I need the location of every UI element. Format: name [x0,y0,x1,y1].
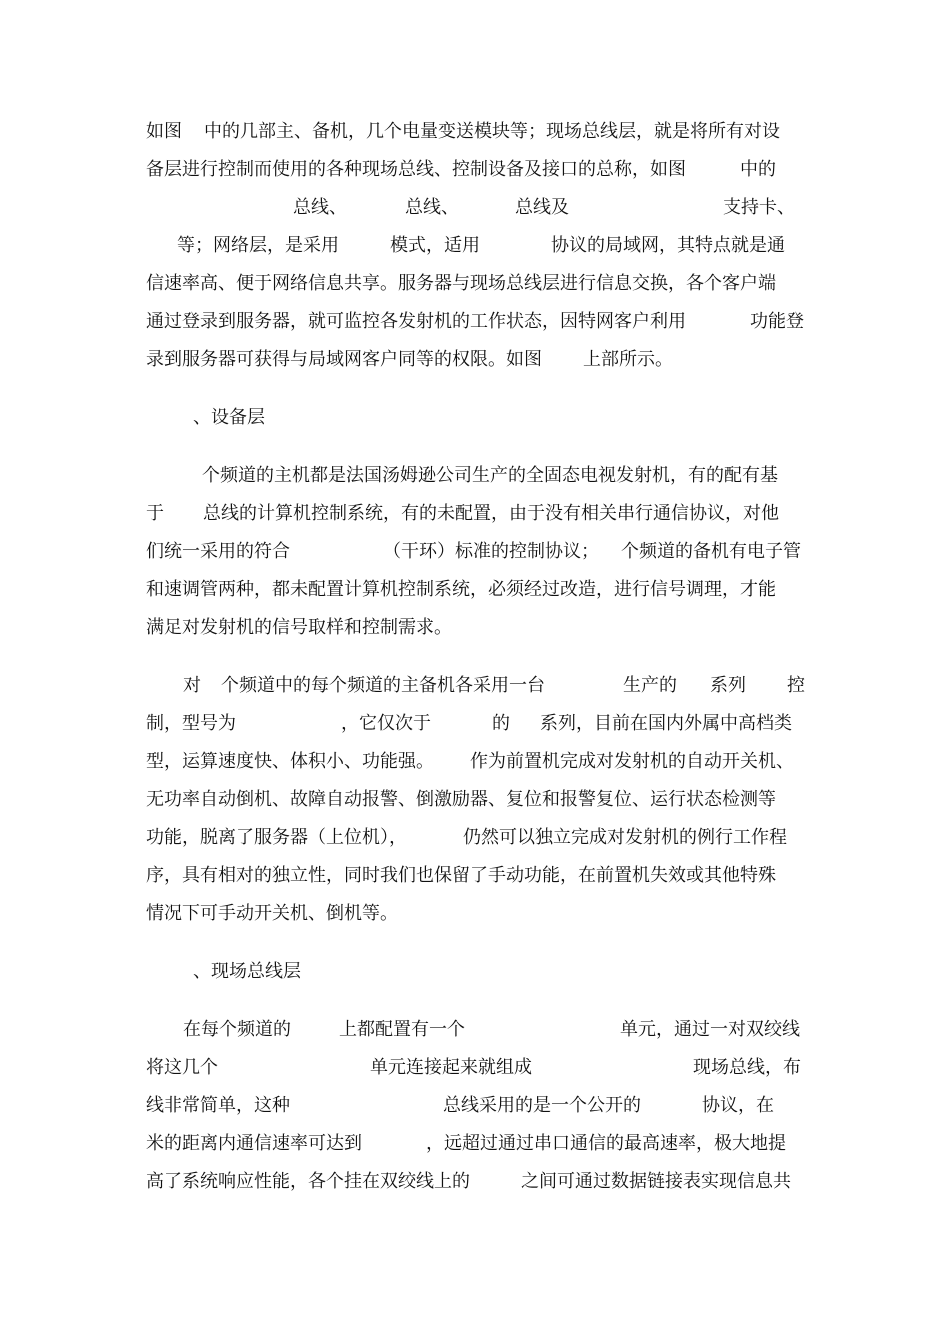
text-segment: 模式，适用 [390,235,480,256]
text-segment: 协议的局域网，其特点就是通 [551,235,785,256]
text-segment: 在每个频道的 [183,1019,291,1040]
text-segment: 总线及 [515,197,569,218]
text-segment: 控 [787,675,805,696]
text-line [0,1169,950,1195]
text-segment: 中的几部主、备机，几个电量变送模块等；现场总线层，就是将所有对设 [204,121,780,142]
text-segment: 情况下可手动开关机、倒机等。 [146,903,398,924]
text-segment: 高了系统响应性能，各个挂在双绞线上的 [146,1171,470,1192]
text-segment: 于 [146,503,164,524]
text-segment: ，远超过通过串口通信的最高速率，极大地提 [426,1133,786,1154]
text-segment: 上都配置有一个 [339,1019,465,1040]
text-line [0,1055,950,1081]
text-line [0,309,950,335]
text-line [0,1017,950,1043]
text-segment: 中的 [740,159,776,180]
text-line [0,233,950,259]
text-line [0,673,950,699]
text-line [0,863,950,889]
text-line [0,195,950,221]
text-segment: 总线、 [405,197,459,218]
text-segment: 功能，脱离了服务器（上位机）， [146,827,407,848]
text-line [0,749,950,775]
text-segment: 线非常简单，这种 [146,1095,290,1116]
text-segment: 等；网络层，是采用 [177,235,339,256]
text-segment: 个频道的备机有电子管 [621,541,801,562]
text-segment: 生产的 [623,675,677,696]
text-line [0,119,950,145]
text-line [0,787,950,813]
text-line [0,501,950,527]
text-segment: 个频道的主机都是法国汤姆逊公司生产的全固态电视发射机，有的配有基 [202,465,778,486]
text-segment: 型，运算速度快、体积小、功能强。 [146,751,434,772]
text-segment: 和速调管两种，都未配置计算机控制系统，必须经过改造，进行信号调理，才能 [146,579,776,600]
text-segment: ，它仅次于 [341,713,431,734]
section-heading [0,405,950,431]
text-line [0,463,950,489]
text-segment: 系列，目前在国内外属中高档类 [540,713,792,734]
text-segment: 总线的计算机控制系统，有的未配置，由于没有相关串行通信协议，对他 [203,503,779,524]
section-heading [0,959,950,985]
text-segment: 通过登录到服务器，就可监控各发射机的工作状态，因特网客户利用 [146,311,686,332]
text-line [0,825,950,851]
text-segment: 备层进行控制而使用的各种现场总线、控制设备及接口的总称，如图 [146,159,686,180]
section-heading-text: 、现场总线层 [193,961,301,982]
text-line [0,711,950,737]
text-segment: 将这几个 [146,1057,218,1078]
text-segment: 功能登 [750,311,804,332]
text-line [0,1093,950,1119]
text-segment: 录到服务器可获得与局域网客户同等的权限。如图 [146,349,542,370]
text-line [0,615,950,641]
text-segment: 无功率自动倒机、故障自动报警、倒激励器、复位和报警复位、运行状态检测等 [146,789,776,810]
text-line [0,157,950,183]
text-segment: 个频道中的每个频道的主备机各采用一台 [221,675,545,696]
text-line [0,539,950,565]
text-segment: 总线采用的是一个公开的 [443,1095,641,1116]
text-segment: 单元连接起来就组成 [370,1057,532,1078]
text-segment: 协议，在 [702,1095,774,1116]
text-segment: 之间可通过数据链接表实现信息共 [521,1171,791,1192]
text-segment: （干环）标准的控制协议； [383,541,599,562]
text-segment: 的 [492,713,510,734]
text-segment: 满足对发射机的信号取样和控制需求。 [146,617,452,638]
text-segment: 作为前置机完成对发射机的自动开关机、 [470,751,794,772]
text-segment: 现场总线，布 [693,1057,801,1078]
text-line [0,347,950,373]
text-segment: 对 [183,675,201,696]
text-segment: 单元，通过一对双绞线 [620,1019,800,1040]
text-segment: 上部所示。 [583,349,673,370]
text-segment: 米的距离内通信速率可达到 [146,1133,362,1154]
text-segment: 仍然可以独立完成对发射机的例行工作程 [463,827,787,848]
text-segment: 们统一采用的符合 [146,541,290,562]
text-segment: 系列 [710,675,746,696]
text-line [0,901,950,927]
text-segment: 信速率高、便于网络信息共享。服务器与现场总线层进行信息交换，各个客户端 [146,273,776,294]
text-line [0,271,950,297]
text-segment: 制，型号为 [146,713,236,734]
text-line [0,1131,950,1157]
text-segment: 总线、 [293,197,347,218]
text-segment: 如图 [146,121,182,142]
section-heading-text: 、设备层 [193,407,265,428]
text-segment: 支持卡、 [723,197,795,218]
text-line [0,577,950,603]
text-segment: 序，具有相对的独立性，同时我们也保留了手动功能，在前置机失效或其他特殊 [146,865,776,886]
